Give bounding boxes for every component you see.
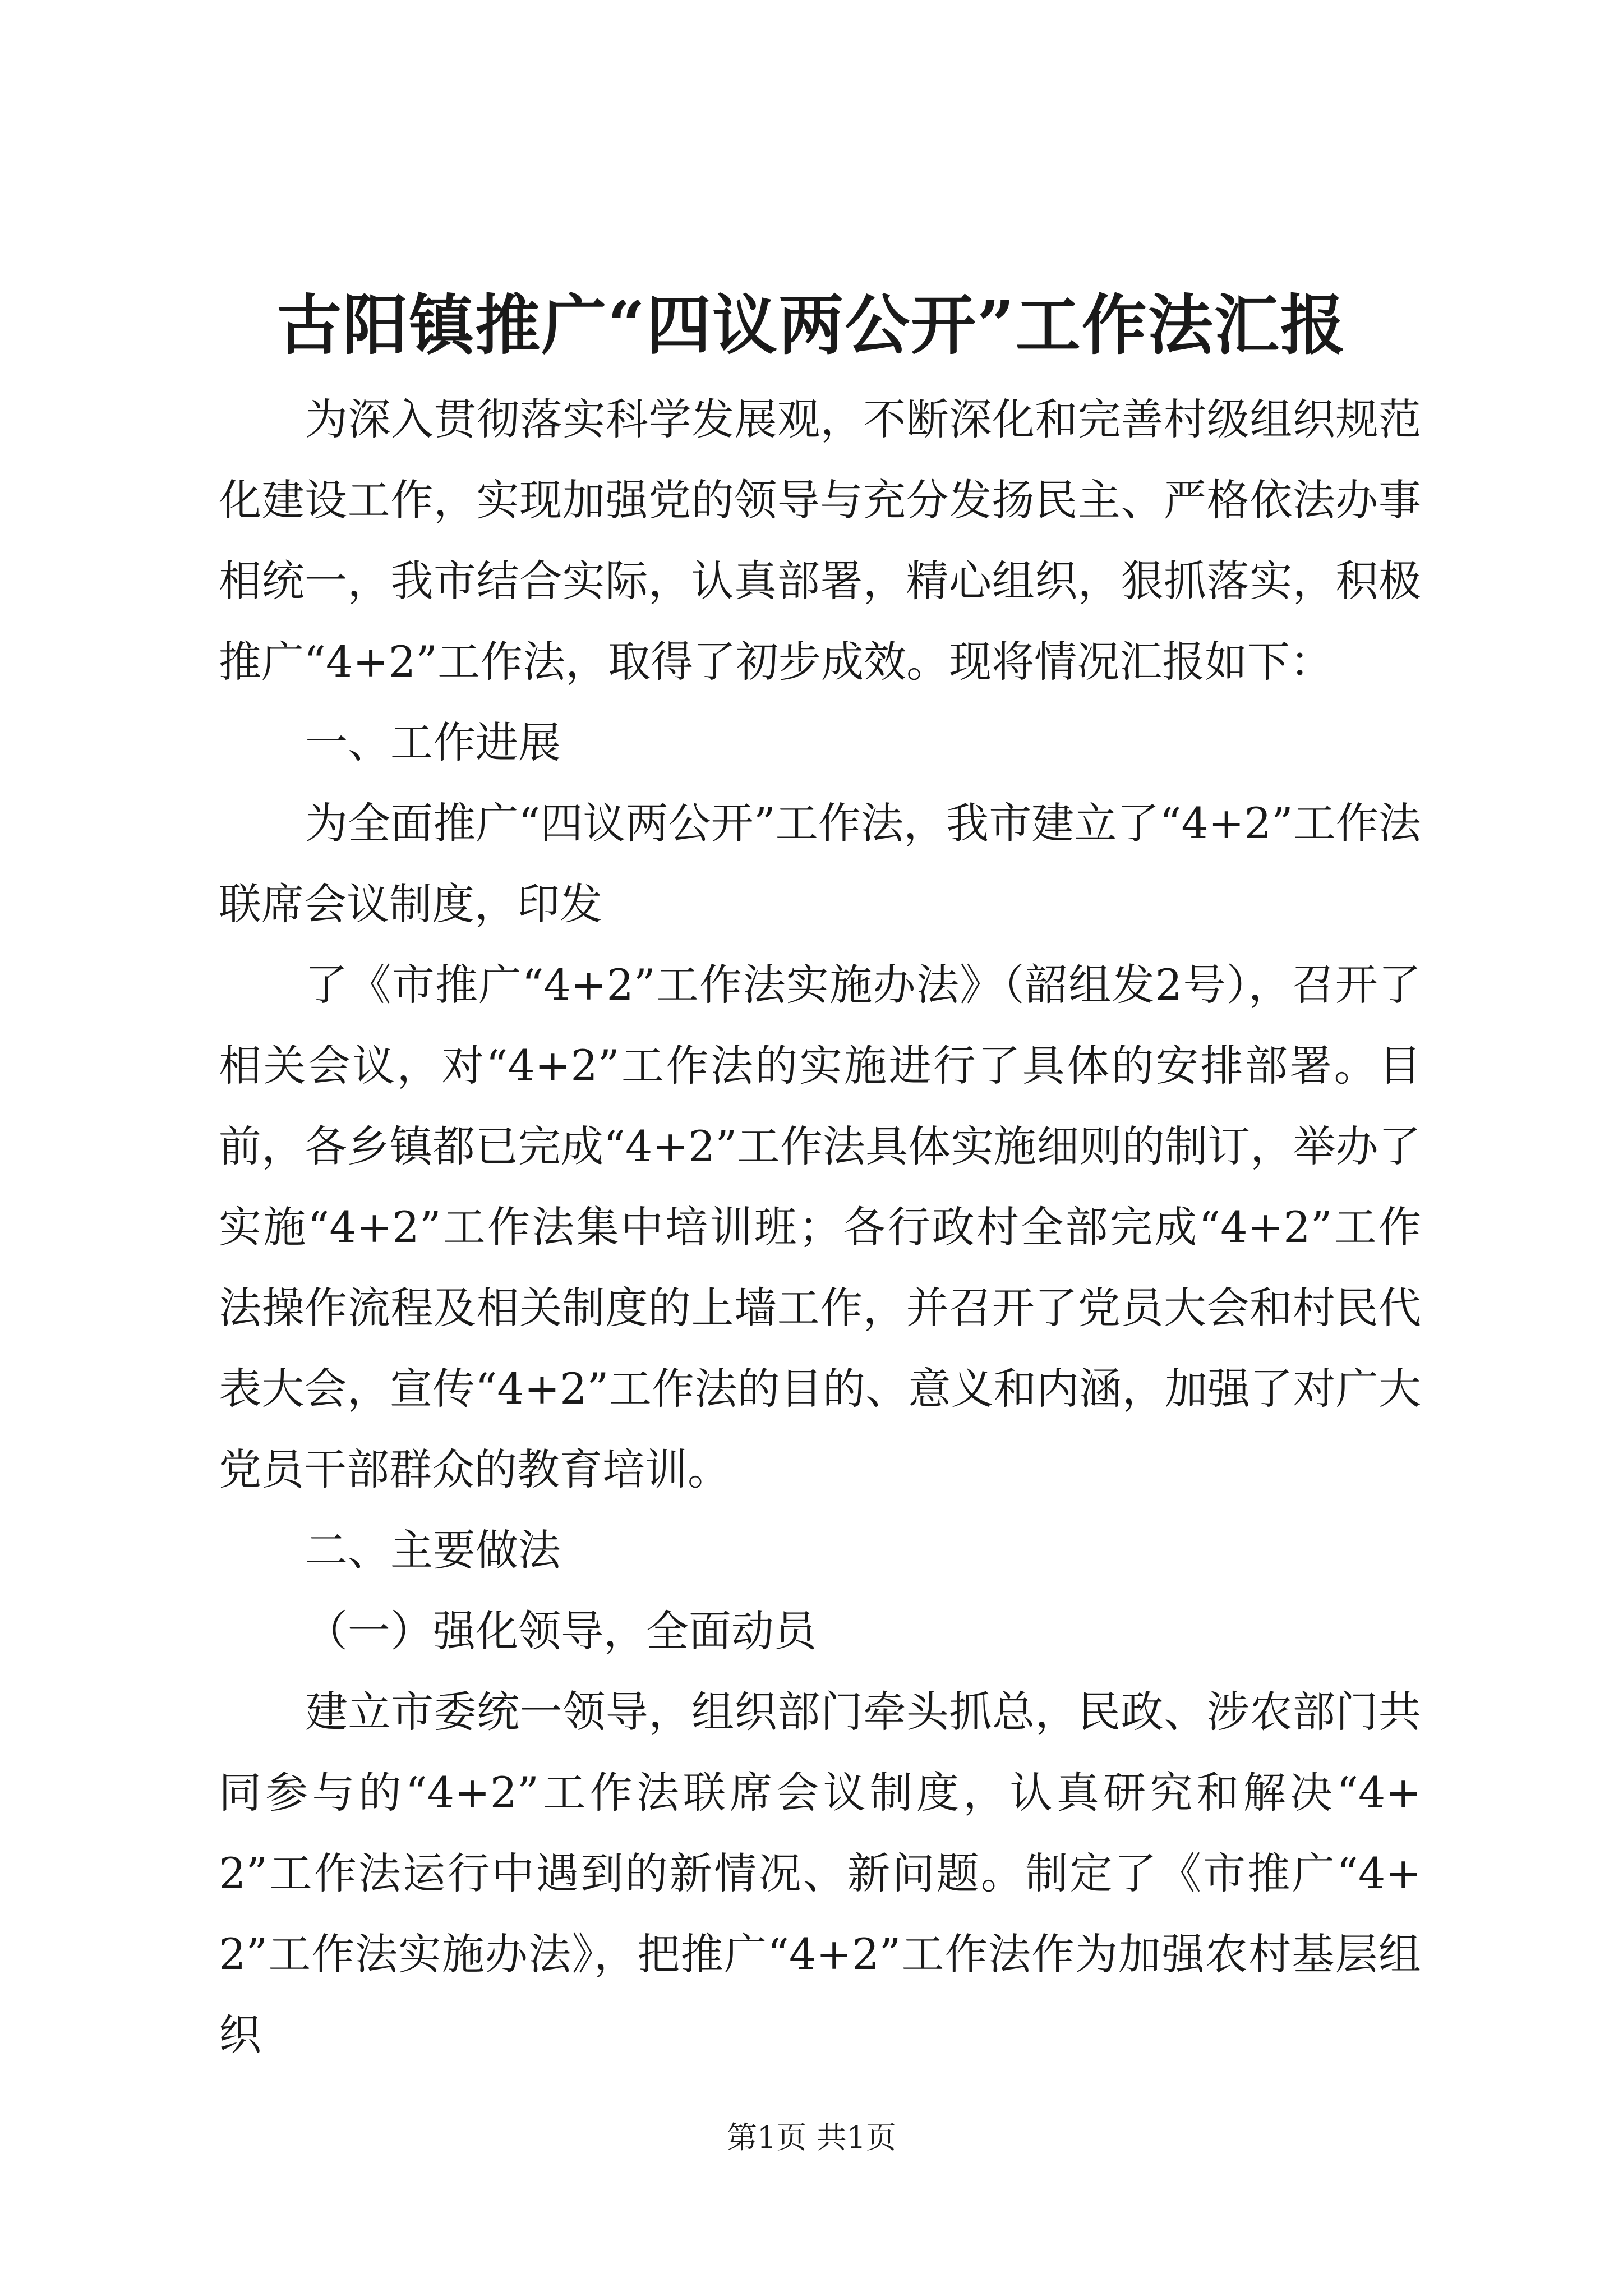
footer-total-unit: 页 [865,2120,896,2155]
footer-total-pages: 1 [846,2120,866,2155]
section-heading-progress: 一、工作进展 [305,717,561,767]
subsection-heading-leadership: （一）强化领导，全面动员 [305,1606,817,1656]
document-body [219,379,1421,2076]
document-title: 古阳镇推广“四议两公开”工作法汇报 [276,287,1347,364]
section-heading-methods: 二、主要做法 [305,1525,561,1575]
leadership-paragraph: 建立市委统一领导，组织部门牵头抓总，民政、涉农部门共同参与的“4+2”工作法联席会议制度，认真研究和解决“4+2”工作法运行中遇到的新情况、新问题。制定了《市推广“4+2”工作法实施办法》，把推广“4+2”工作法作为加强农村基层组织 [219,1687,1421,2060]
footer-total-label: 共 [816,2120,847,2155]
progress-paragraph-1: 为全面推广“四议两公开”工作法，我市建立了“4+2”工作法联席会议制度，印发 [219,798,1421,929]
intro-paragraph: 为深入贯彻落实科学发展观，不断深化和完善村级组织规范化建设工作，实现加强党的领导与充分发扬民主、严格依法办事相统一，我市结合实际，认真部署，精心组织，狠抓落实，积极推广“4+2”工作法，取得了初步成效。现将情况汇报如下： [219,394,1421,687]
progress-paragraph-2: 了《市推广“4+2”工作法实施办法》（韶组发2号），召开了相关会议，对“4+2”工作法的实施进行了具体的安排部署。目前，各乡镇都已完成“4+2”工作法具体实施细则的制订，举办了实施“4+2”工作法集中培训班；各行政村全部完成“4+2”工作法操作流程及相关制度的上墙工作，并召开了党员大会和村民代表大会，宣传“4+2”工作法的目的、意义和内涵，加强了对广大党员干部群众的教育培训。 [219,960,1421,1494]
footer-page-number: 1 [757,2120,777,2155]
footer-page-unit: 页 [776,2120,807,2155]
page-footer [0,2118,1623,2157]
footer-page-label: 第 [727,2120,758,2155]
